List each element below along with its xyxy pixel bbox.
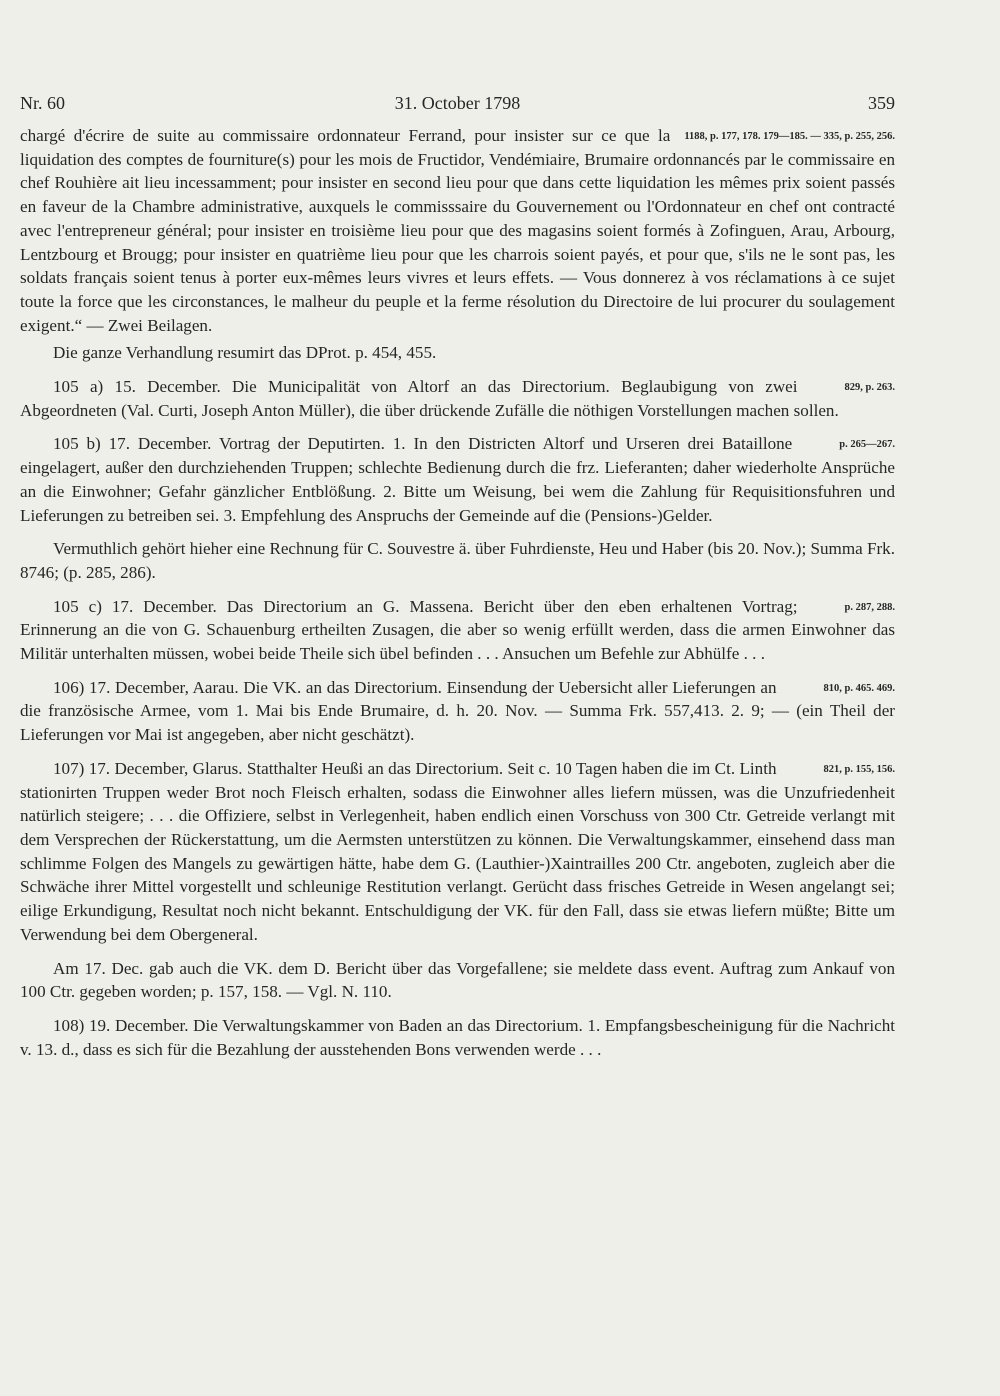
source-reference: 821, p. 155, 156.: [823, 763, 895, 775]
paragraph-text: 105 a) 15. December. Die Municipalität von Altorf an das Directorium. Beglaubigung von zwei Abgeordneten (Val. Curti, Joseph Anton Müller), die über drückende Zufälle die nöthigen Vorstellungen machen sollen.: [20, 377, 839, 420]
source-reference: p. 287, 288.: [844, 601, 895, 613]
paragraph-text: 105 c) 17. December. Das Directorium an G. Massena. Bericht über den eben erhaltenen Vortrag; Erinnerung an die von G. Schauenburg ertheilten Zusagen, die aber so wenig erfüllt werden, dass die armen Einwohner das Militär unterhalten müssen, wobei beide Theile sich übel befinden . . . Ansuchen um Befehle zur Abhülfe . . .: [20, 596, 895, 664]
paragraph-text: 105 b) 17. December. Vortrag der Deputirten. 1. In den Districten Altorf und Urseren drei Bataillone eingelagert, außer den durchziehenden Truppen; schlechte Bedienung durch die frz. Lieferanten; daher wiederholte Ansprüche an die Einwohner; Gefahr gänzlicher Entblößung. 2. Bitte um Weisung, bei wem die Zahlung für Requisitionsfuhren und Lieferungen zu betreiben sei. 3. Empfehlung des Anspruchs der Gemeinde auf die (Pensions-)Gelder.: [20, 434, 895, 525]
paragraph: [20, 341, 895, 365]
document-page: [20, 92, 895, 1071]
paragraph: [20, 537, 895, 584]
paragraph: [20, 757, 895, 947]
paragraph-text: Die ganze Verhandlung resumirt das DProt. p. 454, 455.: [53, 343, 437, 363]
paragraph-text: chargé d'écrire de suite au commissaire ordonnateur Ferrand, pour insister sur ce que la liquidation des comptes de fourniture(s) pour les mois de Fructidor, Vendémiaire, Brumaire ordonnancés par le commissaire en chef Rouhière ait lieu incessamment; pour insister en second lieu pour que dans cette liquidation les mêmes prix soient passés en faveur de la Chambre administrative, auxquels le commisssaire du Gouvernement ou l'Ordonnateur en chef ont contracté avec l'entrepreneur général; pour insister en troisième lieu pour que des magasins soient formés à Zofinguen, Arau, Arbourg, Lentzbourg et Brougg; pour insister en quatrième lieu pour que les charrois soient payés, et pour que, s'ils ne le sont pas, les soldats français soient tenus à porter eux-mêmes leurs vivres et leurs effets. — Vous donnerez à vos réclamations à ce sujet toute la force que les circonstances, le malheur du peuple et la ferme résolution du Directoire de lui procurer du soulagement exigent.“ — Zwei Beilagen.: [20, 126, 895, 335]
paragraph-text: 108) 19. December. Die Verwaltungskammer von Baden an das Directorium. 1. Empfangsbescheinigung für die Nachricht v. 13. d., dass es sich für die Bezahlung der ausstehenden Bons verwenden werde . . .: [20, 1015, 895, 1059]
paragraph: [20, 1014, 895, 1061]
source-reference: 1188, p. 177, 178. 179—185. — 335, p. 255, 256.: [684, 131, 895, 142]
page-number: 359: [868, 93, 895, 113]
paragraph-text: Vermuthlich gehört hieher eine Rechnung für C. Souvestre ä. über Fuhrdienste, Heu und Haber (bis 20. Nov.); Summa Frk. 8746; (p. 285, 286).: [20, 539, 895, 582]
paragraph-text: 107) 17. December, Glarus. Statthalter Heußi an das Directorium. Seit c. 10 Tagen haben die im Ct. Linth stationirten Truppen weder Brot noch Fleisch erhalten, sodass die Einwohner alles liefern müssen, was die Unzufriedenheit natürlich steigere; . . . die Offiziere, selbst in Verlegenheit, haben endlich einen Vorschuss von 300 Ctr. Getreide verlangt mit dem Versprechen der Rückerstattung, um die Aermsten unterstützen zu können. Die Verwaltungskammer, einsehend dass man schlimme Folgen des Mangels zu gewärtigen hätte, habe dem G. (Lauthier-)Xaintrailles 200 Ctr. angeboten, zugleich aber die Schwäche ihrer Mittel vorgestellt und schleunige Restitution verlangt. Gerücht dass frisches Getreide in Wesen angelangt sei; eilige Erkundigung, Resultat noch nicht bekannt. Entschuldigung der VK. für den Fall, dass sie etwas liefern müßte; Bitte um Verwendung bei dem Obergeneral.: [20, 758, 895, 944]
header-date: 31. October 1798: [394, 93, 521, 113]
paragraph-text: 106) 17. December, Aarau. Die VK. an das Directorium. Einsendung der Uebersicht aller Lieferungen an die französische Armee, vom 1. Mai bis Ende Brumaire, d. h. 20. Nov. — Summa Frk. 557,413. 2. 9; — (ein Theil der Lieferungen vor Mai ist angegeben, aber nicht geschätzt).: [20, 677, 895, 745]
paragraph: [20, 595, 895, 666]
source-reference: 810, p. 465. 469.: [823, 682, 895, 694]
paragraph-text: Am 17. Dec. gab auch die VK. dem D. Bericht über das Vorgefallene; sie meldete dass event. Auftrag zum Ankauf von 100 Ctr. gegeben worden; p. 157, 158. — Vgl. N. 110.: [20, 958, 895, 1002]
running-header: [20, 92, 895, 114]
paragraph: [20, 124, 895, 337]
paragraph: [20, 957, 895, 1004]
paragraph: [20, 432, 895, 527]
source-reference: p. 265—267.: [839, 439, 895, 451]
paragraph: [20, 676, 895, 747]
source-reference: 829, p. 263.: [844, 382, 895, 394]
document-number: Nr. 60: [20, 93, 65, 113]
paragraph: [20, 375, 895, 422]
